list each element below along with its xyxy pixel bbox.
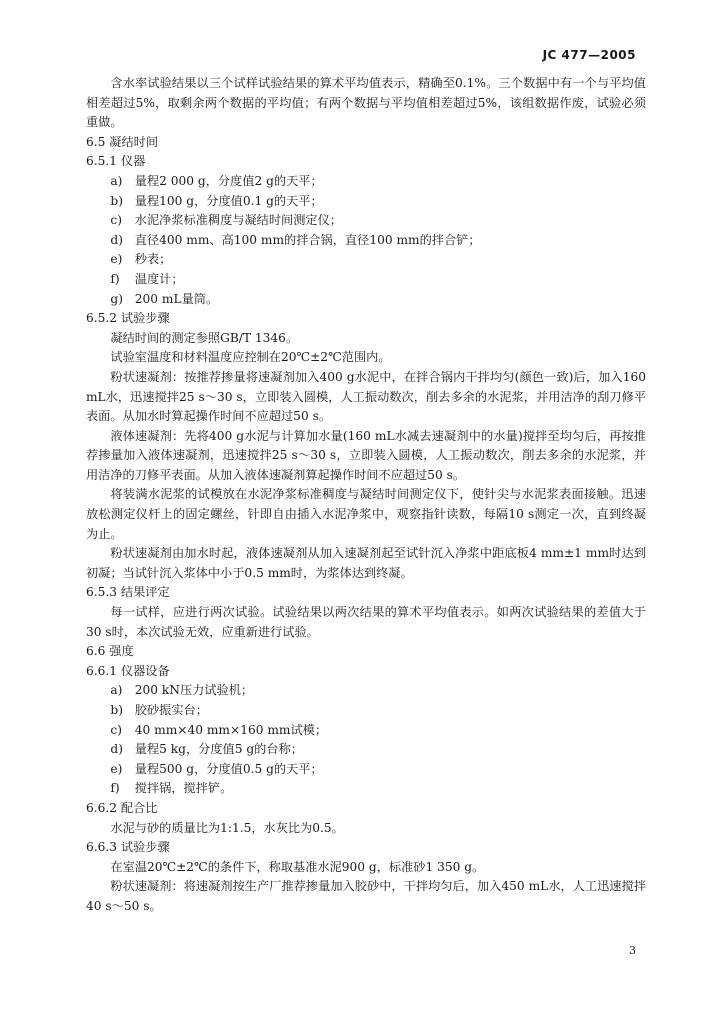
list-item-label: b): [110, 703, 123, 717]
list-item-text: 秒表；: [134, 252, 172, 267]
list-item: [110, 211, 646, 231]
body-paragraph: 凝结时间的测定参照GB/T 1346。: [110, 330, 299, 345]
standard-code: JC 477—2005: [542, 48, 636, 62]
section-6-6-heading: 6.6 强度: [86, 644, 134, 659]
list-item: [110, 192, 646, 212]
list-item-label: d): [110, 742, 123, 757]
section-6-6-3-heading: 6.6.3 试验步骤: [86, 840, 170, 855]
section-6-5-1-heading: 6.5.1 仪器: [86, 154, 146, 169]
list-item-text: 200 mL量筒。: [134, 291, 219, 306]
body-paragraph: 水泥与砂的质量比为1:1.5，水灰比为0.5。: [110, 820, 344, 835]
list-item: [110, 172, 646, 192]
list-item-label: d): [110, 232, 123, 247]
list-item: [110, 721, 646, 741]
list-item-text: 量程5 kg，分度值5 g的台称；: [134, 742, 303, 757]
section-6-6-2-heading: 6.6.2 配合比: [86, 800, 158, 815]
list-item: [110, 740, 646, 760]
list-item: [110, 250, 646, 270]
list-item-label: a): [110, 683, 123, 698]
list-item: [110, 290, 646, 310]
list-item-text: 水泥净浆标准稠度与凝结时间测定仪；: [134, 213, 342, 228]
list-item-text: 量程500 g，分度值0.5 g的天平；: [134, 761, 323, 776]
section-6-6-1-heading: 6.6.1 仪器设备: [86, 663, 170, 678]
document-body: [86, 74, 646, 917]
section-6-5-2-heading: 6.5.2 试验步骤: [86, 311, 170, 326]
section-6-5-3-heading: 6.5.3 结果评定: [86, 585, 170, 600]
list-item-label: f): [110, 271, 120, 286]
body-paragraph: 试验室温度和材料温度应控制在20℃±2℃范围内。: [110, 350, 391, 365]
list-item-label: e): [110, 761, 123, 776]
list-item-text: 量程2 000 g，分度值2 g的天平；: [134, 173, 323, 188]
section-6-5-heading: 6.5 凝结时间: [86, 134, 159, 149]
body-paragraph: 粉状速凝剂：将速凝剂按生产厂推荐掺量加入胶砂中，干拌均匀后，加入450 mL水，人工迅速搅拌40 s～50 s。: [86, 879, 646, 913]
list-item-label: a): [110, 173, 123, 188]
list-item-label: b): [110, 193, 123, 208]
list-item: [110, 681, 646, 701]
list-item: [110, 231, 646, 251]
list-item-label: c): [110, 213, 122, 228]
list-item-text: 温度计；: [134, 271, 184, 286]
list-item-label: g): [110, 291, 123, 306]
list-item-text: 200 kN压力试验机；: [134, 683, 254, 698]
list-item: [110, 760, 646, 780]
list-item-text: 量程100 g，分度值0.1 g的天平；: [134, 193, 323, 208]
list-item-label: f): [110, 781, 120, 796]
list-item-text: 40 mm×40 mm×160 mm试模；: [134, 722, 328, 737]
list-item-text: 直径400 mm、高100 mm的拌合锅，直径100 mm的拌合铲；: [134, 232, 481, 247]
body-paragraph: 将装满水泥浆的试模放在水泥净浆标准稠度与凝结时间测定仪下，使针尖与水泥浆表面接触。迅速放松测定仪杆上的固定螺丝，针即自由插入水泥净浆中，观察指针读数，每隔10 s测定一次，直到终凝为止。: [86, 487, 646, 541]
list-item: [110, 701, 646, 721]
list-item: [110, 779, 646, 799]
list-item-text: 搅拌锅，搅拌铲。: [134, 781, 233, 796]
list-item-label: c): [110, 722, 122, 737]
page-number: 3: [629, 944, 636, 957]
body-paragraph: 在室温20℃±2℃的条件下，称取基准水泥900 g，标准砂1 350 g。: [110, 859, 485, 874]
body-paragraph: 粉状速凝剂由加水时起，液体速凝剂从加入速凝剂起至试针沉入净浆中距底板4 mm±1 mm时达到初凝；当试针沉入浆体中小于0.5 mm时，为浆体达到终凝。: [86, 546, 646, 580]
body-paragraph: 每一试样，应进行两次试验。试验结果以两次结果的算术平均值表示。如两次试验结果的差值大于30 s时，本次试验无效，应重新进行试验。: [86, 605, 646, 639]
list-item-label: e): [110, 252, 123, 267]
body-paragraph: 粉状速凝剂：按推荐掺量将速凝剂加入400 g水泥中，在拌合锅内干拌均匀(颜色一致)后，加入160 mL水，迅速搅拌25 s～30 s，立即装入圆模，人工振动数次，削去多余的水泥浆，并用洁净的刮刀修平表面。从加水时算起操作时间不应超过50 s。: [86, 369, 646, 424]
list-item-text: 胶砂振实台；: [134, 703, 208, 717]
moisture-result-paragraph: 含水率试验结果以三个试样试验结果的算术平均值表示，精确至0.1%。三个数据中有一个与平均值相差超过5%，取剩余两个数据的平均值；有两个数据与平均值相差超过5%，该组数据作废，试验必须重做。: [86, 76, 646, 130]
body-paragraph: 液体速凝剂：先将400 g水泥与计算加水量(160 mL水减去速凝剂中的水量)搅拌至均匀后，再按推荐掺量加入液体速凝剂，迅速搅拌25 s～30 s，立即装入圆模，人工振动数次，削去多余的水泥浆，并用洁净的刀修平表面。从加入液体速凝剂算起操作时间不应超过50 s。: [86, 428, 646, 482]
list-item: [110, 270, 646, 290]
